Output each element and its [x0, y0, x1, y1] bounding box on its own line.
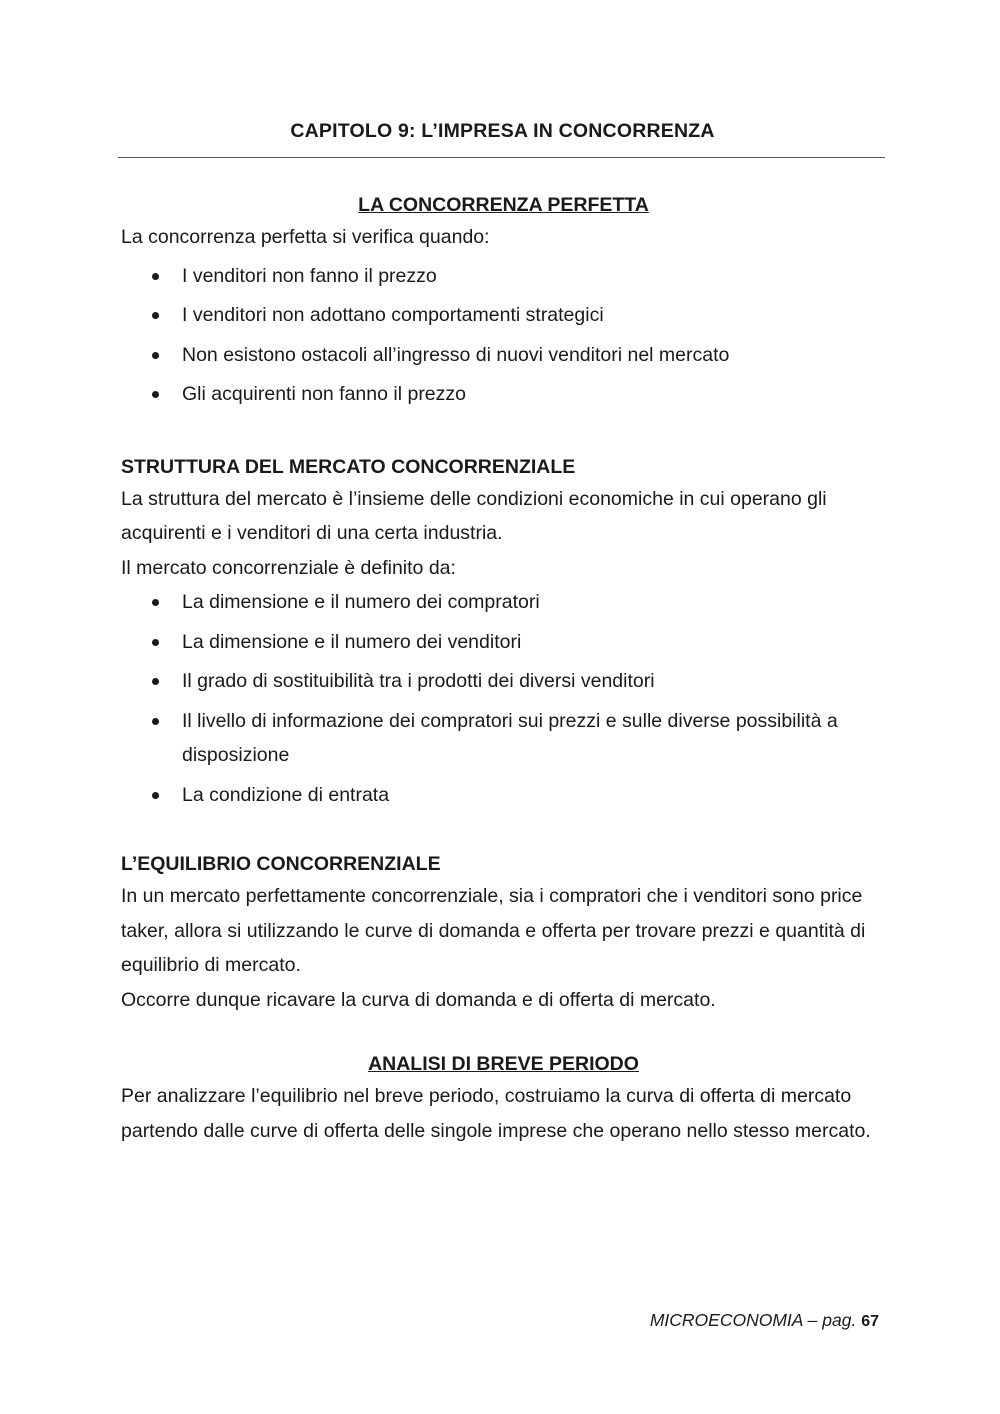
section-heading-short-run-analysis: ANALISI DI BREVE PERIODO	[368, 1053, 639, 1075]
list-item	[121, 377, 886, 412]
list-item	[121, 259, 886, 294]
equilibrium-conclusion: Occorre dunque ricavare la curva di domanda e di offerta di mercato.	[121, 988, 716, 1011]
section-competitive-equilibrium	[121, 850, 886, 1017]
list-item-text: I venditori non adottano comportamenti strategici	[182, 304, 604, 326]
list-item	[121, 704, 886, 773]
section-market-structure	[121, 453, 886, 813]
section-perfect-competition	[121, 191, 886, 412]
list-item	[121, 664, 886, 699]
perfect-competition-intro: La concorrenza perfetta si verifica quando:	[121, 226, 490, 248]
bullet-icon	[152, 312, 159, 319]
short-run-paragraph: Per analizzare l’equilibrio nel breve periodo, costruiamo la curva di offerta di mercato partendo dalle curve di offerta delle singole imprese che operano nello stesso mercato.	[121, 1085, 871, 1142]
bullet-icon	[152, 718, 159, 725]
bullet-icon	[152, 273, 159, 280]
list-item	[121, 778, 886, 813]
bullet-icon	[152, 678, 159, 685]
list-item	[121, 585, 886, 620]
bullet-icon	[152, 639, 159, 646]
title-divider	[118, 157, 885, 158]
list-item	[121, 298, 886, 333]
page-footer	[650, 1310, 879, 1331]
page-content	[121, 191, 886, 1148]
equilibrium-paragraph: In un mercato perfettamente concorrenziale, sia i compratori che i venditori sono price taker, allora si utilizzando le curve di domanda e offerta per trovare prezzi e quantità di equilibrio di mercato.	[121, 885, 866, 976]
footer-label: MICROECONOMIA – pag.	[649, 1310, 857, 1330]
list-item-text: Il grado di sostituibilità tra i prodotti dei diversi venditori	[182, 670, 655, 692]
list-item	[121, 338, 886, 373]
section-heading-perfect-competition: LA CONCORRENZA PERFETTA	[358, 194, 649, 216]
list-item-text: La dimensione e il numero dei compratori	[182, 591, 540, 613]
list-item-text: Il livello di informazione dei compratori sui prezzi e sulle diverse possibilità a disposizione	[182, 709, 838, 766]
list-item-text: Non esistono ostacoli all’ingresso di nuovi venditori nel mercato	[182, 343, 730, 366]
market-structure-definition: Il mercato concorrenziale è definito da:	[121, 556, 456, 579]
bullet-icon	[152, 352, 159, 359]
section-short-run-analysis	[121, 1050, 886, 1148]
bullet-icon	[152, 391, 159, 398]
list-item	[121, 625, 886, 660]
list-item-text: Gli acquirenti non fanno il prezzo	[182, 383, 466, 405]
perfect-competition-list	[121, 259, 886, 412]
bullet-icon	[152, 792, 159, 799]
list-item-text: La dimensione e il numero dei venditori	[182, 630, 522, 653]
list-item-text: La condizione di entrata	[182, 783, 390, 806]
market-structure-list	[121, 585, 886, 812]
page-number: 67	[861, 1313, 879, 1330]
bullet-icon	[152, 599, 159, 606]
section-heading-market-structure: STRUTTURA DEL MERCATO CONCORRENZIALE	[121, 455, 576, 478]
list-item-text: I venditori non fanno il prezzo	[182, 264, 437, 287]
section-heading-competitive-equilibrium: L’EQUILIBRIO CONCORRENZIALE	[121, 853, 441, 875]
market-structure-paragraph: La struttura del mercato è l’insieme delle condizioni economiche in cui operano gli acquirenti e i venditori di una certa industria.	[121, 487, 827, 544]
chapter-title: CAPITOLO 9: L’IMPRESA IN CONCORRENZA	[290, 120, 715, 142]
